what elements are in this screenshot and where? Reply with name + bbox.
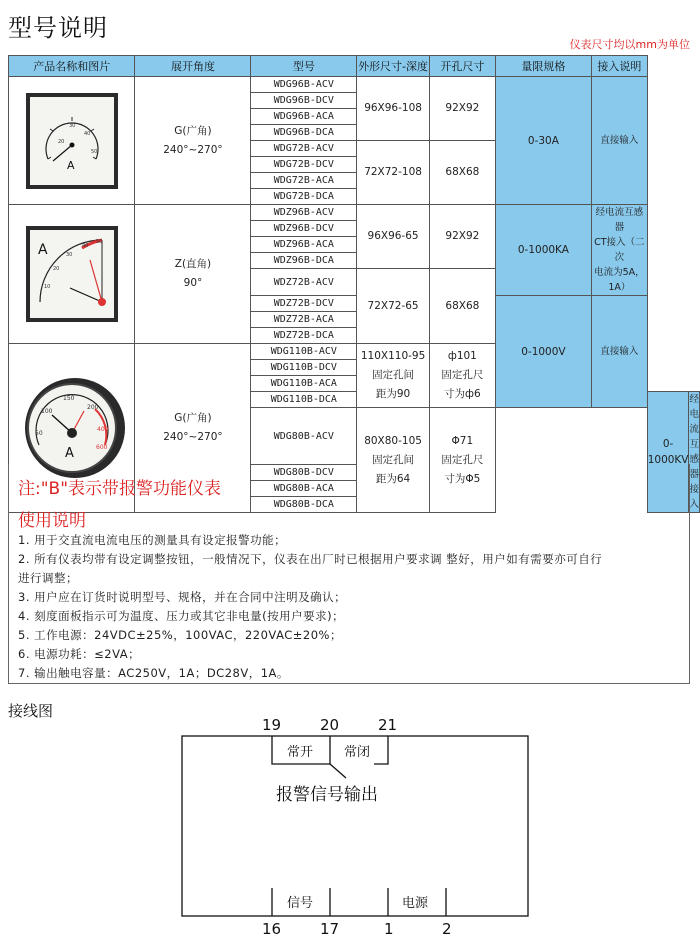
model-cell: WDZ72B-DCV	[251, 296, 357, 312]
angle-range: 240°~270°	[163, 143, 223, 156]
range-cell: 0-1000KA	[495, 205, 591, 296]
model-cell: WDG80B-DCA	[251, 497, 357, 513]
terminal-label: 17	[320, 920, 340, 938]
dial-tick-label: 50	[90, 148, 98, 155]
terminal-label: 21	[378, 716, 398, 734]
usage-title: 使用说明	[18, 511, 86, 531]
dial-tick-label: 100	[40, 408, 53, 415]
cutout-line: 固定孔尺	[441, 453, 484, 466]
model-cell: WDG72B-ACA	[251, 173, 357, 189]
product-photo-cell	[9, 205, 135, 344]
usage-item: 3. 用户应在订货时说明型号、规格，并在合同中注明及确认；	[18, 590, 347, 604]
range-cell: 0-30A	[495, 77, 591, 205]
access-line: 经电流互感器	[595, 207, 644, 233]
usage-item: 5. 工作电源：24VDC±25%，100VAC，220VAC±20%；	[18, 628, 342, 642]
model-cell: WDZ96B-ACA	[251, 237, 357, 253]
angle-range: 90°	[183, 277, 203, 289]
model-cell: WDZ72B-ACV	[251, 269, 357, 296]
access-line: 直接输入	[600, 135, 639, 146]
usage-item: 6. 电源功耗：≤2VA；	[18, 647, 141, 661]
dial-tick-label: 30	[68, 122, 76, 129]
access-line: 感器接入	[689, 454, 699, 510]
dial-tick-label: 600	[95, 444, 108, 451]
normally-closed-label: 常闭	[344, 745, 371, 760]
access-line: 经电流互	[689, 394, 699, 450]
dial-tick-label: 50	[34, 430, 43, 437]
dial-tick-label: 40	[81, 243, 89, 249]
angle-cell	[135, 205, 251, 344]
model-cell: WDZ72B-ACA	[251, 312, 357, 328]
angle-cell	[135, 77, 251, 205]
range-cell: 0-1000KV	[647, 392, 689, 513]
model-cell: WDG72B-DCA	[251, 189, 357, 205]
dial-unit-label: A	[37, 242, 48, 258]
page-title: 型号说明	[8, 14, 108, 42]
angle-type: G(广角)	[174, 124, 212, 137]
dimension-cell: 72X72-65	[357, 269, 430, 344]
dial-tick-label: 50	[95, 239, 103, 245]
header-access: 接入说明	[591, 56, 647, 77]
dimension-line: 距为64	[375, 472, 411, 485]
dial-tick-label: 20	[52, 266, 60, 272]
access-cell	[591, 77, 647, 205]
unit-note: 仪表尺寸均以mm为单位	[569, 38, 690, 51]
dimension-line: 110X110-95	[360, 350, 426, 362]
dimension-cell	[357, 344, 430, 408]
dial-unit-label: A	[66, 158, 75, 172]
usage-item: 1. 用于交直流电流电压的测量具有设定报警功能；	[18, 533, 287, 547]
model-cell: WDG72B-DCV	[251, 157, 357, 173]
cutout-line: Φ71	[451, 434, 474, 447]
usage-item: 4. 刻度面板指示可为温度、压力或其它非电量(按用户要求)；	[18, 609, 345, 623]
alarm-output-label: 报警信号输出	[276, 785, 378, 805]
usage-item: 2. 所有仪表均带有设定调整按钮，一般情况下，仪表在出厂时已根据用户要求调 整好，用户如有需要亦可自行	[18, 552, 603, 566]
model-cell: WDZ96B-DCA	[251, 253, 357, 269]
dimension-line: 固定孔间	[372, 453, 415, 466]
product-photo-cell	[9, 77, 135, 205]
cutout-cell	[429, 344, 495, 408]
model-cell: WDG110B-ACV	[251, 344, 357, 360]
cutout-line: 寸为Φ5	[444, 472, 481, 485]
model-cell: WDG110B-DCA	[251, 392, 357, 408]
model-cell: WDG96B-DCA	[251, 125, 357, 141]
range-cell: 0-1000V	[495, 296, 591, 408]
wiring-title: 接线图	[8, 702, 54, 720]
dial-unit-label: A	[64, 446, 74, 461]
terminal-label: 19	[262, 716, 282, 734]
model-spec-table	[8, 55, 700, 513]
cutout-cell: 68X68	[429, 141, 495, 205]
dimension-cell: 72X72-108	[357, 141, 430, 205]
access-line: 直接输入	[600, 346, 639, 357]
device-outline	[182, 736, 528, 916]
model-cell: WDG96B-DCV	[251, 93, 357, 109]
access-cell	[591, 296, 647, 408]
header-angle: 展开角度	[135, 56, 251, 77]
header-product: 产品名称和图片	[9, 56, 135, 77]
power-label: 电源	[402, 896, 429, 911]
square-right-angle-ammeter-photo	[20, 222, 124, 326]
dial-tick-label: 200	[86, 404, 99, 411]
model-cell: WDZ72B-DCA	[251, 328, 357, 344]
cutout-cell: 92X92	[429, 205, 495, 269]
alarm-note: 注:"B"表示带报警功能仪表	[18, 479, 222, 499]
cutout-line: ф101	[447, 350, 477, 362]
model-cell: WDG96B-ACV	[251, 77, 357, 93]
model-cell: WDG96B-ACA	[251, 109, 357, 125]
usage-item: 进行调整；	[18, 571, 78, 585]
angle-type: Z(直角)	[174, 258, 212, 270]
model-cell: WDG110B-DCV	[251, 360, 357, 376]
dimension-line: 距为90	[375, 388, 411, 400]
angle-range: 240°~270°	[163, 431, 223, 443]
header-dimensions: 外形尺寸-深度	[357, 56, 430, 77]
header-range: 量限规格	[495, 56, 591, 77]
signal-label: 信号	[287, 896, 314, 911]
cutout-cell: 68X68	[429, 269, 495, 344]
access-cell	[591, 205, 647, 296]
angle-type: G(广角)	[174, 412, 212, 424]
normally-open-label: 常开	[287, 745, 314, 760]
header-model: 型号	[251, 56, 357, 77]
table-header-row	[9, 56, 700, 77]
terminal-label: 1	[384, 920, 394, 938]
dial-tick-label: 10	[43, 284, 51, 290]
model-cell: WDZ96B-ACV	[251, 205, 357, 221]
access-line: 电流为5A，1A）	[594, 267, 645, 293]
dimension-cell: 96X96-108	[357, 77, 430, 141]
model-cell: WDG80B-DCV	[251, 465, 357, 481]
model-cell: WDG80B-ACA	[251, 481, 357, 497]
cutout-cell: 92X92	[429, 77, 495, 141]
dial-tick-label: 150	[62, 395, 75, 402]
model-cell: WDG110B-ACA	[251, 376, 357, 392]
header-cutout: 开孔尺寸	[429, 56, 495, 77]
model-cell: WDG72B-ACV	[251, 141, 357, 157]
usage-item: 7. 输出触电容量：AC250V，1A；DC28V，1A。	[18, 666, 289, 680]
dimension-line: 80X80-105	[364, 434, 422, 447]
dial-tick-label: 20	[57, 138, 65, 145]
cutout-line: 寸为ф6	[444, 388, 481, 400]
square-wide-angle-ammeter-photo	[20, 89, 124, 193]
access-cell	[689, 392, 700, 513]
dial-tick-label: 400	[96, 426, 109, 433]
dial-tick-label: 40	[83, 130, 91, 137]
cutout-line: 固定孔尺	[441, 369, 484, 381]
model-cell: WDZ96B-DCV	[251, 221, 357, 237]
dimension-line: 固定孔间	[372, 369, 415, 381]
access-line: CT接入（二次	[594, 237, 645, 263]
terminal-label: 20	[320, 716, 340, 734]
terminal-label: 2	[442, 920, 452, 938]
terminal-label: 16	[262, 920, 282, 938]
model-cell: WDG80B-ACV	[251, 408, 357, 465]
dial-tick-label: 30	[65, 252, 73, 258]
wiring-diagram	[0, 710, 700, 938]
dimension-cell: 96X96-65	[357, 205, 430, 269]
